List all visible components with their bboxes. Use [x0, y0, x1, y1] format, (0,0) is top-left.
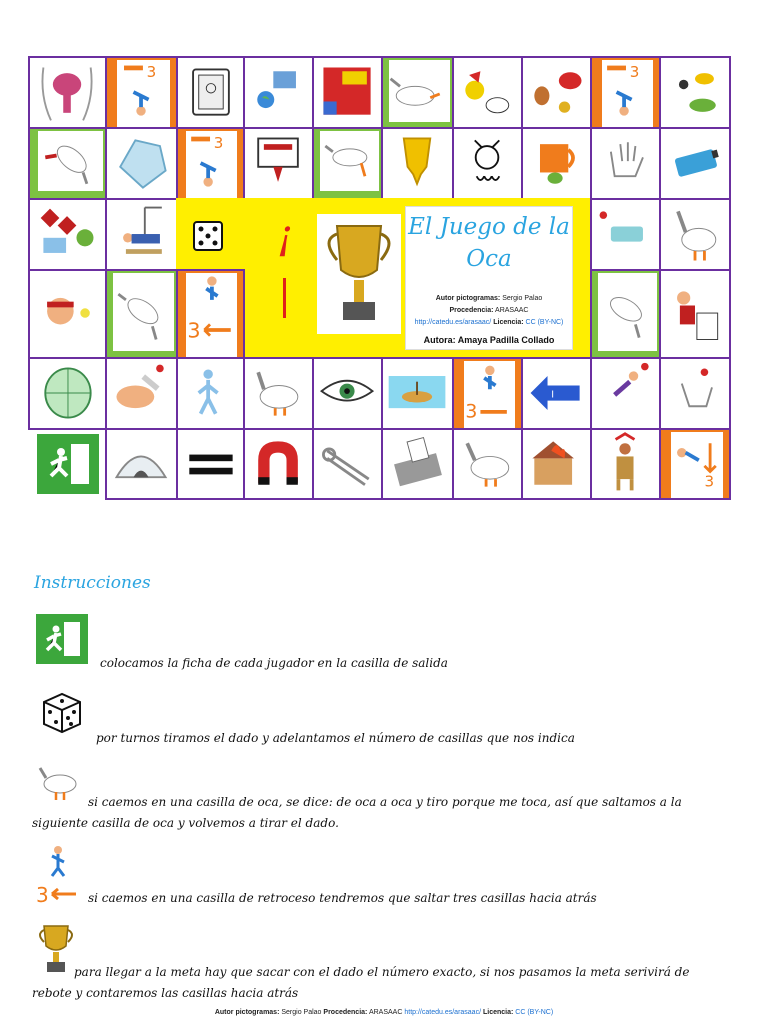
dice-icon — [176, 198, 245, 271]
credit-source: Procedencia: ARASAAC — [449, 307, 529, 314]
equals-icon — [178, 430, 243, 498]
instruction-3: si caemos en una casilla de oca, se dice: de oca a oca y tiro porque me toca, así que saltamos a la siguiente casilla de oca y volvemos a tirar el dado. — [32, 795, 682, 830]
ice-icon — [107, 129, 176, 198]
svg-text:3: 3 — [213, 133, 224, 152]
cell-hand — [590, 127, 661, 200]
printer-icon — [383, 430, 452, 498]
exclamation-line — [283, 278, 286, 318]
cell-goose-3 — [312, 127, 383, 200]
falling-runner-icon — [661, 430, 729, 498]
cell-arrow — [521, 357, 592, 430]
cell-back-3e — [452, 357, 523, 430]
cell-medical — [590, 198, 661, 271]
cell-globe-net — [28, 357, 107, 430]
arrow-label: I — [551, 389, 555, 401]
cell-goose-stand — [659, 198, 731, 271]
cell-ice — [105, 127, 178, 200]
svg-text:3: 3 — [146, 62, 157, 81]
cell-yellow-shape — [381, 127, 454, 200]
cell-magnet — [243, 428, 314, 500]
goose-icon — [383, 58, 452, 127]
cell-back-3c — [176, 127, 245, 200]
cell-red-box — [312, 56, 383, 129]
hands-icon — [661, 359, 729, 428]
trophy-icon — [317, 214, 401, 334]
cell-goose-5 — [590, 269, 661, 359]
cell-cup — [521, 127, 592, 200]
cell-goose-1 — [381, 56, 454, 129]
left-arrow-icon — [523, 359, 590, 428]
cell-house-fire — [521, 428, 592, 500]
goose-icon — [314, 129, 381, 198]
toilet-icon — [661, 271, 729, 357]
walk-icon — [178, 359, 243, 428]
cell-dice — [176, 198, 245, 271]
dice-icon — [38, 688, 86, 736]
svg-text:3: 3 — [36, 883, 49, 906]
cell-goose-white — [243, 357, 314, 430]
credit-license: http://catedu.es/arasaac/ Licencia: CC (BY-NC) — [414, 319, 564, 326]
footer-credits: Autor pictogramas: Sergio Palao Procedencia: ARASAAC http://catedu.es/arasaac/ Licencia: CC (BY-NC) — [214, 1009, 554, 1016]
eye-icon — [314, 359, 381, 428]
credit-author: Autor pictogramas: Sergio Palao — [435, 295, 543, 302]
cell-goose-6 — [452, 428, 523, 500]
author-name: Autora: Amaya Padilla Collado — [423, 335, 555, 345]
safety-pin-icon — [314, 430, 381, 498]
cell-insects — [659, 56, 731, 129]
exit-icon — [36, 614, 88, 664]
instruction-4: si caemos en una casilla de retroceso tendremos que saltar tres casillas hacia atrás — [88, 891, 597, 905]
cell-back-3d — [176, 269, 245, 359]
native-icon — [592, 430, 659, 498]
cell-toilet — [659, 269, 731, 359]
goose-icon — [661, 200, 729, 269]
hiccup-icon — [454, 58, 521, 127]
cell-back-3f — [659, 428, 731, 500]
exit-icon — [37, 434, 99, 494]
goose-icon — [245, 359, 312, 428]
cell-injection — [105, 357, 178, 430]
hand-icon — [592, 129, 659, 198]
cell-igloo — [105, 428, 178, 500]
svg-text:3: 3 — [704, 472, 715, 491]
cell-goose-2 — [28, 127, 107, 200]
cell-diamonds — [28, 198, 107, 271]
cup-icon — [523, 129, 590, 198]
falling-runner-icon — [178, 129, 243, 198]
cell-machine — [243, 127, 314, 200]
goose-icon — [30, 129, 105, 198]
cell-equals — [176, 428, 245, 500]
cell-fall — [590, 357, 661, 430]
inhaler-icon — [592, 200, 659, 269]
falling-runner-icon — [107, 58, 176, 127]
cell-exit — [37, 434, 99, 494]
cell-worker — [105, 198, 178, 271]
cell-person-idea — [28, 269, 107, 359]
instruction-2: por turnos tiramos el dado y adelantamos el número de casillas que nos indica — [96, 731, 575, 745]
exclamation-mark: ¡ — [276, 213, 294, 259]
insects-icon — [661, 58, 729, 127]
cell-pin — [312, 428, 383, 500]
cell-eye — [312, 357, 383, 430]
globe-icon — [30, 359, 105, 428]
footer-link[interactable]: http://catedu.es/arasaac/ — [404, 1009, 482, 1016]
title-card — [405, 206, 573, 350]
cell-printer — [381, 428, 454, 500]
fire-icon — [523, 430, 590, 498]
cell-goose-4 — [105, 269, 178, 359]
goose-icon — [592, 271, 659, 357]
cell-instruments — [521, 56, 592, 129]
goose-icon — [454, 430, 521, 498]
sign-icon — [30, 200, 105, 269]
game-board — [0, 0, 768, 510]
cell-brain — [28, 56, 107, 129]
back-number-label: 3 — [187, 318, 201, 343]
trophy-panel — [317, 214, 401, 334]
instruction-5: para llegar a la meta hay que sacar con el dado el número exacto, si nos pasamos la meta serivirá de rebote y contaremos las casillas hacia atrás — [32, 965, 690, 1000]
cell-cartoon-face — [452, 127, 523, 200]
runner-back-icon — [36, 842, 80, 906]
runner-back-icon — [454, 359, 521, 428]
cell-back-3b — [590, 56, 661, 129]
goose-icon — [107, 271, 176, 357]
falling-runner-icon — [592, 58, 659, 127]
cell-battery — [659, 127, 731, 200]
battery-icon — [661, 129, 729, 198]
igloo-icon — [107, 430, 176, 498]
injection-icon — [107, 359, 176, 428]
face-icon — [454, 129, 521, 198]
svg-text:3: 3 — [465, 400, 478, 423]
cell-hands — [659, 357, 731, 430]
cell-switch — [176, 56, 245, 129]
cell-walk — [176, 357, 245, 430]
instruments-icon — [523, 58, 590, 127]
island-icon — [383, 359, 452, 428]
svg-text:3: 3 — [629, 62, 640, 81]
cell-earth — [243, 56, 314, 129]
runner-back-icon — [178, 271, 243, 357]
fall-icon — [592, 359, 659, 428]
game-title: El Juego de la Oca — [408, 214, 570, 272]
worker-icon — [107, 200, 176, 269]
idea-icon — [30, 271, 105, 357]
postbox-icon — [314, 58, 381, 127]
credit-link[interactable]: http://catedu.es/arasaac/ — [414, 319, 492, 326]
cell-island — [381, 357, 454, 430]
instructions-heading: Instrucciones — [34, 573, 151, 593]
light-switch-icon — [178, 58, 243, 127]
earth-icon — [245, 58, 312, 127]
cell-native — [590, 428, 661, 500]
magnet-icon — [245, 430, 312, 498]
cell-back-3 — [105, 56, 178, 129]
cell-hiccup — [452, 56, 523, 129]
yellow-trophy-shape-icon — [383, 129, 452, 198]
instruction-1: colocamos la ficha de cada jugador en la casilla de salida — [100, 656, 448, 670]
brain-icon — [30, 58, 105, 127]
machine-icon — [245, 129, 312, 198]
